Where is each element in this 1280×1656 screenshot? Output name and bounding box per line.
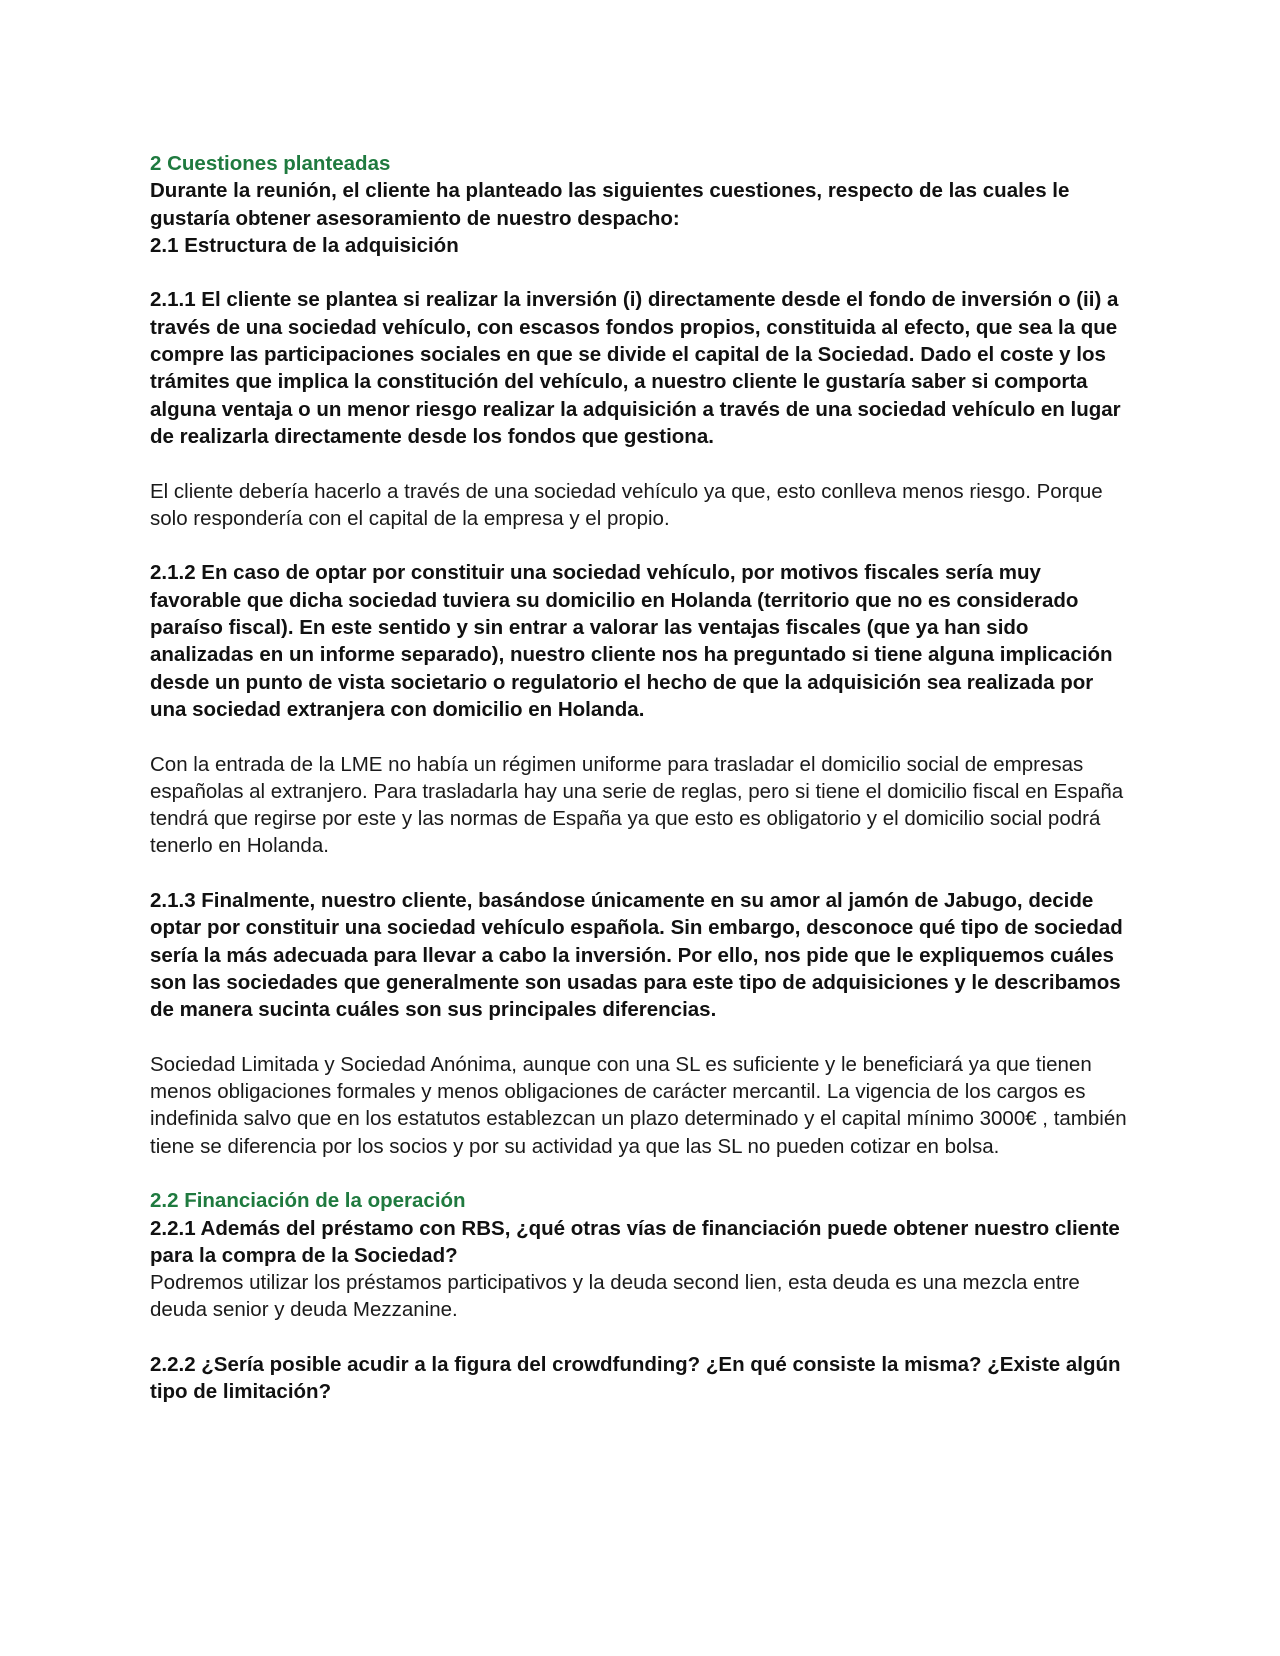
spacer [150, 259, 1130, 286]
answer-2-1-1: El cliente debería hacerlo a través de una sociedad vehículo ya que, esto conlleva menos riesgo. Porque solo respondería con el capital de la empresa y el propio. [150, 479, 1103, 530]
spacer [150, 1160, 1130, 1187]
document-page [150, 150, 1130, 1406]
subsection-title-2-2: 2.2 Financiación de la operación [150, 1189, 466, 1213]
question-2-1-2: 2.1.2 En caso de optar por constituir una sociedad vehículo, por motivos fiscales sería muy favorable que dicha sociedad tuviera su domicilio en Holanda (territorio que no es considerado paraíso fiscal). En este sentido y sin entrar a valorar las ventajas fiscales (que ya han sido analizadas en un informe separado), nuestro cliente nos ha preguntado si tiene alguna implicación desde un punto de vista societario o regulatorio el hecho de que la adquisición sea realizada por una sociedad extranjera con domicilio en Holanda. [150, 561, 1113, 721]
subsection-title-2-1: 2.1 Estructura de la adquisición [150, 233, 459, 257]
answer-2-1-3: Sociedad Limitada y Sociedad Anónima, aunque con una SL es suficiente y le beneficiará ya que tienen menos obligaciones formales y menos obligaciones de carácter mercantil. La vigencia de los cargos es indefinida salvo que en los estatutos establezcan un plazo determinado y el capital mínimo 3000€ , también tiene se diferencia por los socios y por su actividad ya que las SL no pueden cotizar en bolsa. [150, 1052, 1127, 1158]
section-title: 2 Cuestiones planteadas [150, 152, 391, 175]
spacer [150, 450, 1130, 477]
spacer [150, 1024, 1130, 1051]
question-2-1-1: 2.1.1 El cliente se plantea si realizar la inversión (i) directamente desde el fondo de inversión o (ii) a través de una sociedad vehículo, con escasos fondos propios, constituida al efecto, que sea la que compre las participaciones sociales en que se divide el capital de la Sociedad. Dado el coste y los trámites que implica la constitución del vehículo, a nuestro cliente le gustaría saber si comporta alguna ventaja o un menor riesgo realizar la adquisición a través de una sociedad vehículo en lugar de realizarla directamente desde los fondos que gestiona. [150, 288, 1121, 448]
question-2-2-2: 2.2.2 ¿Sería posible acudir a la figura del crowdfunding? ¿En qué consiste la misma? ¿Existe algún tipo de limitación? [150, 1353, 1121, 1404]
answer-2-2-1: Podremos utilizar los préstamos participativos y la deuda second lien, esta deuda es una mezcla entre deuda senior y deuda Mezzanine. [150, 1271, 1080, 1322]
intro-paragraph: Durante la reunión, el cliente ha planteado las siguientes cuestiones, respecto de las cuales le gustaría obtener asesoramiento de nuestro despacho: [150, 179, 1070, 230]
question-2-1-3: 2.1.3 Finalmente, nuestro cliente, basándose únicamente en su amor al jamón de Jabugo, decide optar por constituir una sociedad vehículo española. Sin embargo, desconoce qué tipo de sociedad sería la más adecuada para llevar a cabo la inversión. Por ello, nos pide que le expliquemos cuáles son las sociedades que generalmente son usadas para este tipo de adquisiciones y le describamos de manera sucinta cuáles son sus principales diferencias. [150, 889, 1123, 1022]
answer-2-1-2: Con la entrada de la LME no había un régimen uniforme para trasladar el domicilio social de empresas españolas al extranjero. Para trasladarla hay una serie de reglas, pero si tiene el domicilio fiscal en España tendrá que regirse por este y las normas de España ya que esto es obligatorio y el domicilio social podrá tenerlo en Holanda. [150, 752, 1124, 858]
spacer [150, 860, 1130, 887]
spacer [150, 1324, 1130, 1351]
spacer [150, 532, 1130, 559]
spacer [150, 723, 1130, 750]
question-2-2-1: 2.2.1 Además del préstamo con RBS, ¿qué otras vías de financiación puede obtener nuestro cliente para la compra de la Sociedad? [150, 1216, 1120, 1267]
